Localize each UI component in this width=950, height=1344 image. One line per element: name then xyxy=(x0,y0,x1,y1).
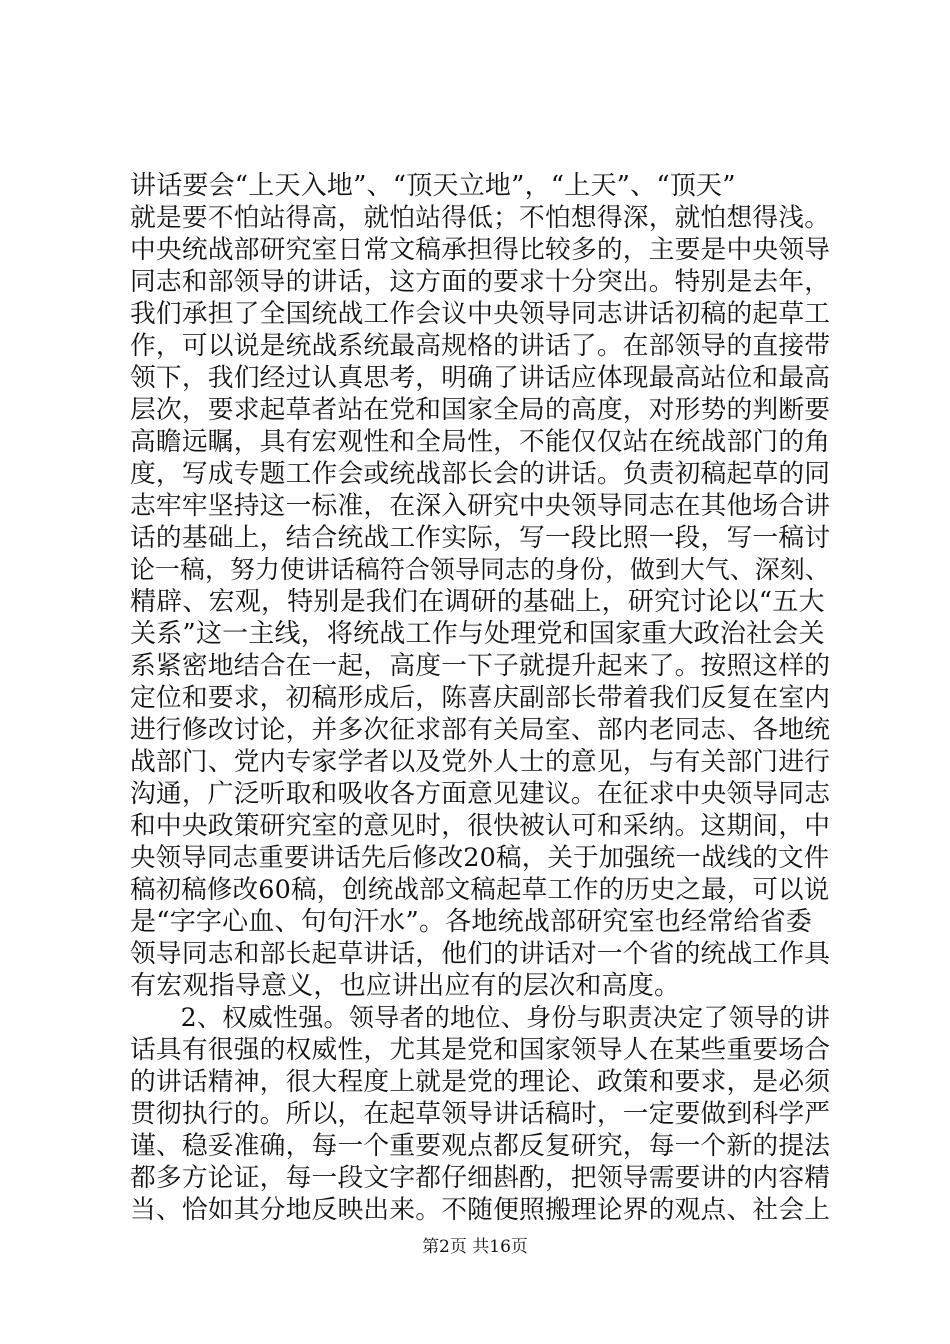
text-line: 同志和部领导的讲话，这方面的要求十分突出。特别是去年， xyxy=(130,267,831,297)
text-line: 是“字字心血、句句汗水”。各地统战部研究室也经常给省委 xyxy=(130,907,812,937)
text-line: 系紧密地结合在一起，高度一下子就提升起来了。按照这样的 xyxy=(130,651,831,681)
document-body xyxy=(130,170,830,1226)
text-line: 就是要不怕站得高，就怕站得低；不怕想得深，就怕想得浅。 xyxy=(130,203,831,233)
text-line: 进行修改讨论，并多次征求部有关局室、部内老同志、各地统 xyxy=(130,715,831,745)
text-line: 精辟、宏观，特别是我们在调研的基础上，研究讨论以“五大 xyxy=(130,587,825,617)
text-line: 贯彻执行的。所以，在起草领导讲话稿时，一定要做到科学严 xyxy=(130,1099,831,1129)
text-line: 论一稿，努力使讲话稿符合领导同志的身份，做到大气、深刻、 xyxy=(130,555,830,584)
text-line: 中央统战部研究室日常文稿承担得比较多的，主要是中央领导 xyxy=(130,235,831,265)
text-line: 战部门、党内专家学者以及党外人士的意见，与有关部门进行 xyxy=(130,747,831,777)
text-line: 都多方论证，每一段文字都仔细斟酌，把领导需要讲的内容精 xyxy=(130,1163,831,1193)
text-line: 度，写成专题工作会或统战部长会的讲话。负责初稿起草的同 xyxy=(130,459,831,489)
text-line: 话具有很强的权威性，尤其是党和国家领导人在某些重要场合 xyxy=(130,1035,831,1065)
text-line: 领下，我们经过认真思考，明确了讲话应体现最高站位和最高 xyxy=(130,363,831,393)
text-line: 我们承担了全国统战工作会议中央领导同志讲话初稿的起草工 xyxy=(130,299,831,329)
text-line: 稿初稿修改60稿，创统战部文稿起草工作的历史之最，可以说 xyxy=(130,875,830,905)
text-line: 沟通，广泛听取和吸收各方面意见建议。在征求中央领导同志 xyxy=(130,779,831,809)
text-line: 2、权威性强。领导者的地位、身份与职责决定了领导的讲 xyxy=(130,1003,830,1032)
text-line: 层次，要求起草者站在党和国家全局的高度，对形势的判断要 xyxy=(130,395,831,425)
text-line: 当、恰如其分地反映出来。不随便照搬理论界的观点、社会上 xyxy=(130,1195,831,1225)
text-line: 央领导同志重要讲话先后修改20稿，关于加强统一战线的文件 xyxy=(130,843,830,873)
text-line: 领导同志和部长起草讲话，他们的讲话对一个省的统战工作具 xyxy=(130,939,831,969)
text-line: 的讲话精神，很大程度上就是党的理论、政策和要求，是必须 xyxy=(130,1067,831,1097)
text-line: 志牢牢坚持这一标准，在深入研究中央领导同志在其他场合讲 xyxy=(130,491,831,521)
text-line: 高瞻远瞩，具有宏观性和全局性，不能仅仅站在统战部门的角 xyxy=(130,427,831,457)
text-line: 谨、稳妥准确，每一个重要观点都反复研究，每一个新的提法 xyxy=(130,1131,831,1161)
text-line: 和中央政策研究室的意见时，很快被认可和采纳。这期间，中 xyxy=(130,811,831,841)
text-line: 有宏观指导意义，也应讲出应有的层次和高度。 xyxy=(130,971,681,1001)
text-line: 讲话要会“上天入地”、“顶天立地”，“上天”、“顶天” xyxy=(130,171,736,201)
page-footer: 第2页 共16页 xyxy=(422,1237,528,1257)
text-line: 定位和要求，初稿形成后，陈喜庆副部长带着我们反复在室内 xyxy=(130,683,831,713)
text-line: 关系”这一主线，将统战工作与处理党和国家重大政治社会关 xyxy=(130,619,825,649)
text-line: 话的基础上，结合统战工作实际，写一段比照一段，写一稿讨 xyxy=(130,523,831,553)
text-line: 作，可以说是统战系统最高规格的讲话了。在部领导的直接带 xyxy=(130,331,831,361)
